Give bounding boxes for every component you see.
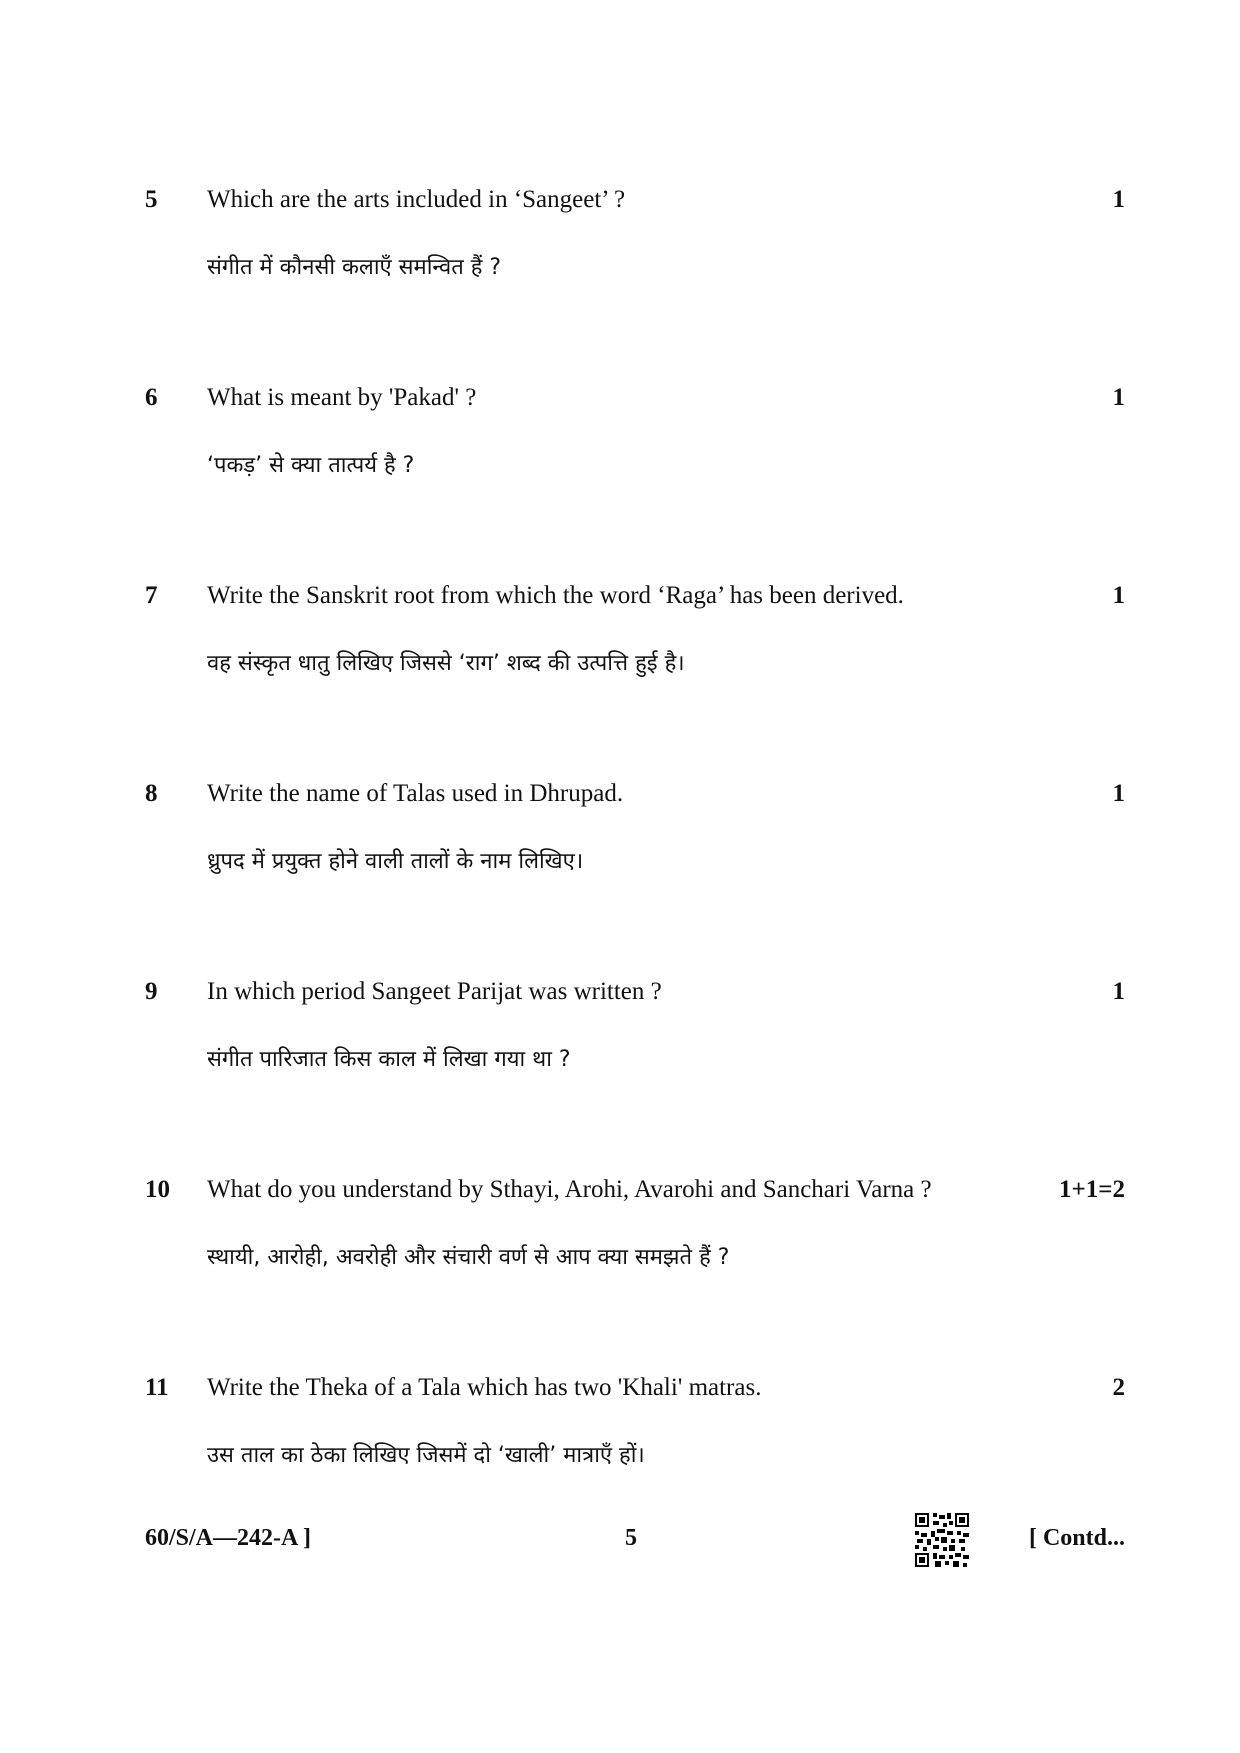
question-text-hindi: स्थायी, आरोही, अवरोही और संचारी वर्ण से आप क्या समझते हैं ? xyxy=(207,1245,730,1270)
question-text-hindi: उस ताल का ठेका लिखिए जिसमें दो ‘खाली’ मात्राएँ हों। xyxy=(207,1443,645,1468)
question-text-english: Which are the arts included in ‘Sangeet’ ? xyxy=(207,186,626,213)
qr-code-icon xyxy=(915,1513,969,1567)
question-text-english: In which period Sangeet Parijat was written ? xyxy=(207,978,662,1005)
question-text-hindi: संगीत में कौनसी कलाएँ समन्वित हैं ? xyxy=(207,255,502,280)
continued-label: [ Contd... xyxy=(1028,1525,1125,1551)
question-marks: 1 xyxy=(1112,582,1125,609)
question-text-english: Write the name of Talas used in Dhrupad. xyxy=(207,780,624,807)
page-number: 5 xyxy=(625,1525,637,1551)
question-number: 10 xyxy=(145,1176,170,1203)
question-marks: 1 xyxy=(1112,978,1125,1005)
question-number: 11 xyxy=(145,1374,169,1401)
question-number: 7 xyxy=(145,582,158,609)
paper-code: 60/S/A—242-A ] xyxy=(145,1525,312,1551)
question-text-hindi: ‘पकड़’ से क्या तात्पर्य है ? xyxy=(207,453,415,478)
question-marks: 1+1=2 xyxy=(1059,1176,1125,1203)
question-marks: 1 xyxy=(1112,186,1125,213)
question-text-english: What do you understand by Sthayi, Arohi, Avarohi and Sanchari Varna ? xyxy=(207,1176,932,1203)
question-marks: 1 xyxy=(1112,384,1125,411)
page-footer xyxy=(145,1525,1125,1575)
question-number: 8 xyxy=(145,780,158,807)
question-text-hindi: संगीत पारिजात किस काल में लिखा गया था ? xyxy=(207,1047,571,1072)
question-marks: 2 xyxy=(1112,1374,1125,1401)
question-text-english: Write the Sanskrit root from which the word ‘Raga’ has been derived. xyxy=(207,582,904,609)
question-text-english: Write the Theka of a Tala which has two 'Khali' matras. xyxy=(207,1374,762,1401)
question-text-hindi: ध्रुपद में प्रयुक्त होने वाली तालों के नाम लिखिए। xyxy=(207,849,584,874)
question-marks: 1 xyxy=(1112,780,1125,807)
question-number: 5 xyxy=(145,186,158,213)
question-text-english: What is meant by 'Pakad' ? xyxy=(207,384,477,411)
question-number: 9 xyxy=(145,978,158,1005)
question-number: 6 xyxy=(145,384,158,411)
question-text-hindi: वह संस्कृत धातु लिखिए जिससे ‘राग’ शब्द की उत्पत्ति हुई है। xyxy=(207,651,685,676)
